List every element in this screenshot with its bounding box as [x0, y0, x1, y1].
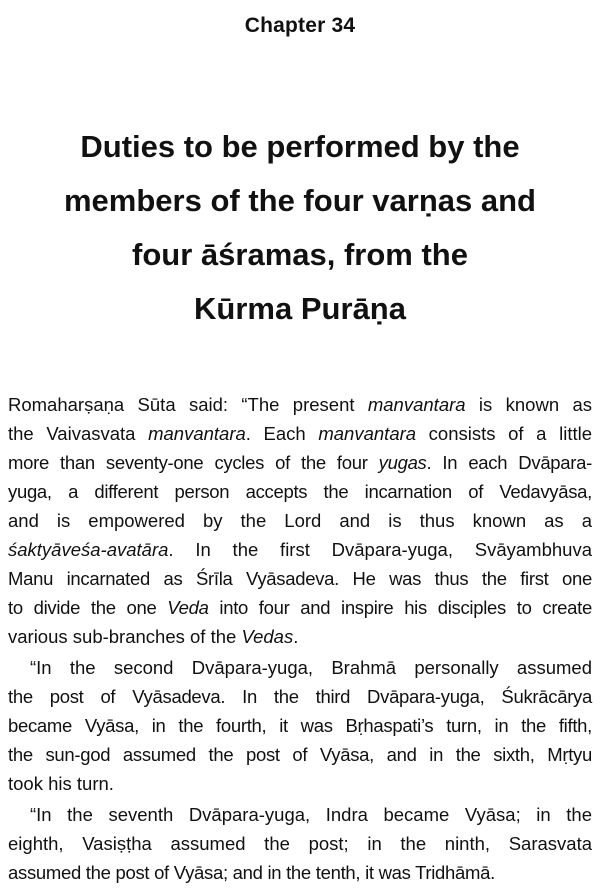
text-line: “In the seventh Dvāpara-yuga, Indra became Vyāsa; in the	[30, 804, 592, 825]
text-run: is known as	[465, 394, 592, 415]
italic-term: Vedas	[241, 626, 294, 647]
text-run: Romaharṣaṇa Sūta said: “The present	[8, 394, 368, 415]
chapter-title-line: Kūrma Purāṇa	[194, 291, 406, 326]
text-line	[8, 622, 592, 651]
italic-term: Veda	[167, 597, 209, 618]
text-line: Manu incarnated as Śrīla Vyāsadeva. He was thus the first one	[8, 568, 592, 589]
chapter-label: Chapter 34	[244, 14, 356, 37]
chapter-title-line: Duties to be performed by the	[80, 129, 520, 164]
text-run: consists of a little	[416, 423, 592, 444]
text-line: the sun-god assumed the post of Vyāsa, and in the sixth, Mṛtyu	[8, 744, 592, 765]
text-line: took his turn.	[8, 773, 114, 794]
paragraph-2	[8, 653, 592, 798]
chapter-title	[20, 120, 580, 336]
paragraph-1	[8, 390, 592, 651]
text-run: . In the first Dvāpara-yuga, Svāyambhuva	[168, 539, 592, 560]
body-text	[8, 390, 592, 889]
italic-term: yugas	[378, 452, 427, 473]
text-line	[8, 593, 592, 622]
text-line: and is empowered by the Lord and is thus known as a	[8, 510, 592, 531]
text-run: . In each Dvāpara-	[426, 452, 592, 473]
text-line	[8, 448, 592, 477]
text-run: various sub-branches of the	[8, 626, 242, 647]
text-run: .	[293, 626, 299, 647]
paragraph-3	[8, 800, 592, 887]
text-line	[8, 535, 592, 564]
chapter-title-line: members of the four varṇas and	[63, 183, 536, 218]
text-line: “In the second Dvāpara-yuga, Brahmā personally assumed	[30, 657, 592, 678]
text-line	[8, 390, 592, 419]
text-line	[8, 419, 592, 448]
italic-term: śaktyāveśa-avatāra	[8, 539, 169, 560]
italic-term: manvantara	[367, 394, 466, 415]
italic-term: manvantara	[148, 423, 246, 444]
text-line: the post of Vyāsadeva. In the third Dvāpara-yuga, Śukrācārya	[8, 686, 592, 707]
text-run: to divide the one	[8, 597, 168, 618]
text-line: assumed the post of Vyāsa; and in the tenth, it was Tridhāmā.	[8, 862, 495, 883]
text-run: . Each	[245, 423, 319, 444]
text-run: the Vaivasvata	[8, 423, 149, 444]
text-line: eighth, Vasiṣṭha assumed the post; in the ninth, Sarasvata	[8, 833, 592, 854]
text-run: into four and inspire his disciples to create	[208, 597, 592, 618]
text-line: yuga, a different person accepts the incarnation of Vedavyāsa,	[8, 481, 592, 502]
text-run: more than seventy-one cycles of the four	[8, 452, 379, 473]
italic-term: manvantara	[318, 423, 417, 444]
chapter-title-line: four āśramas, from the	[132, 237, 468, 272]
text-line: became Vyāsa, in the fourth, it was Bṛhaspati’s turn, in the fifth,	[8, 715, 592, 736]
